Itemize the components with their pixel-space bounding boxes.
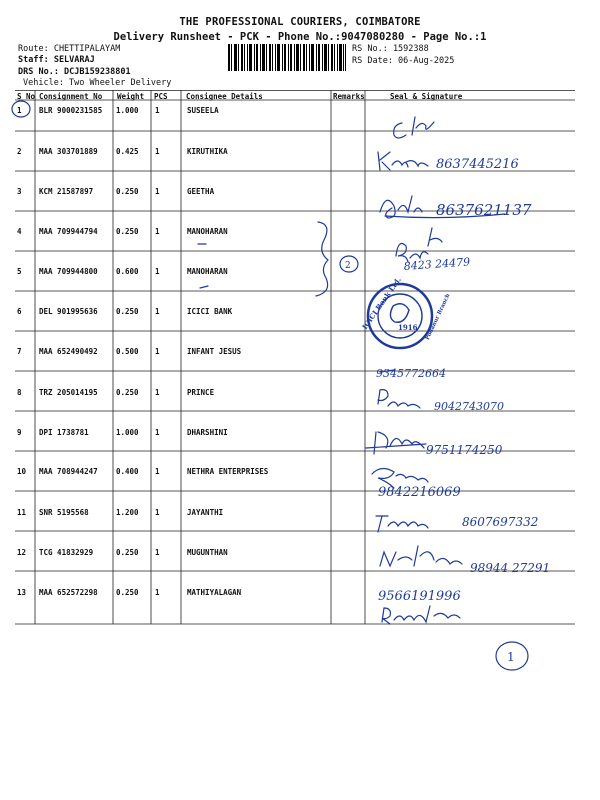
row-pcs: 1 [155,227,160,236]
row10-phone: 9842216069 [378,485,461,500]
runsheet-subtitle: Delivery Runsheet - PCK - Phone No.:9047080280 - Page No.:1 [113,31,487,43]
row-sno: 8 [17,388,22,397]
row-sno: 3 [17,187,22,196]
row-consignee: INFANT JESUS [187,347,242,356]
row-consignee: KIRUTHIKA [187,147,228,156]
row-weight: 0.400 [116,467,139,476]
page-title: THE PROFESSIONAL COURIERS, COIMBATORE [179,16,421,28]
row-pcs: 1 [155,347,160,356]
stamp-bank-name: ICICI Bank Ltd. [360,275,403,332]
row-weight: 0.250 [116,588,139,597]
row-consignee: SUSEELA [187,106,219,115]
row-pcs: 1 [155,147,160,156]
remarks-mark: 2 [345,261,351,271]
row-sno: 12 [17,548,27,557]
row-consignee: MUGUNTHAN [187,548,228,557]
row-sno: 10 [17,467,27,476]
row-sno: 11 [17,508,27,517]
row-weight: 0.250 [116,227,139,236]
row-consignment-no: TRZ 205014195 [39,388,98,397]
row-weight: 0.250 [116,307,139,316]
row-pcs: 1 [155,388,160,397]
column-header-remarks: Remarks [333,92,365,101]
row-sno: 4 [17,227,22,236]
row-pcs: 1 [155,428,160,437]
row-consignment-no: KCM 21587897 [39,187,94,196]
row-weight: 0.250 [116,548,139,557]
row-pcs: 1 [155,106,160,115]
column-header-consignment: Consignment No [39,92,103,101]
row12-phone: 98944 27291 [470,561,551,575]
row-consignment-no: DEL 901995636 [39,307,98,316]
rs-number: RS No.: 1592388 [352,44,429,54]
row-sno: 1 [17,106,22,115]
route-label: Route: CHETTIPALAYAM [18,44,121,54]
row9-phone: 9751174250 [426,443,503,457]
row-pcs: 1 [155,588,160,597]
row-weight: 0.250 [116,388,139,397]
row4-5-phone: 8423 24479 [403,255,471,273]
row-weight: 0.500 [116,347,139,356]
vehicle-label: Vehicle: Two Wheeler Delivery [23,78,172,88]
row11-phone: 8607697332 [462,515,539,529]
barcode [228,44,346,71]
row-sno: 13 [17,588,27,597]
row-pcs: 1 [155,508,160,517]
row-sno: 9 [17,428,22,437]
row-weight: 0.250 [116,187,139,196]
row-consignment-no: MAA 709944794 [39,227,98,236]
page-count-circle [496,642,528,670]
row-consignment-no: DPI 1738781 [39,428,89,437]
row-consignment-no: TCG 41832929 [39,548,94,557]
row-consignee: GEETHA [187,187,215,196]
row-weight: 0.600 [116,267,139,276]
row13-phone: 9566191996 [378,589,461,604]
row-weight: 1.000 [116,106,139,115]
row-consignee: ICICI BANK [187,307,233,316]
row-pcs: 1 [155,187,160,196]
row-weight: 0.425 [116,147,139,156]
runsheet-table-grid [15,90,575,625]
row-pcs: 1 [155,267,160,276]
row-sno: 2 [17,147,22,156]
row-consignment-no: MAA 708944247 [39,467,98,476]
row-sno: 7 [17,347,22,356]
row-pcs: 1 [155,548,160,557]
row-consignee: JAYANTHI [187,508,224,517]
row-consignee: NETHRA ENTERPRISES [187,467,269,476]
column-header-pcs: PCS [154,92,168,101]
row3-phone: 8637621137 [436,201,532,219]
row-consignee: MANOHARAN [187,267,228,276]
column-header-consignee: Consignee Details [186,92,263,101]
rs-date: RS Date: 06-Aug-2025 [352,56,455,66]
column-header-weight: Weight [117,92,145,101]
row-consignment-no: BLR 9000231585 [39,106,103,115]
row7-phone: 9345772664 [376,367,446,380]
page-count-mark: 1 [507,650,515,664]
column-header-seal-signature: Seal & Signature [390,92,463,101]
row-consignment-no: MAA 303701889 [39,147,98,156]
stamp-branch: Podanur Branch [424,292,452,342]
row-consignee: MATHIYALAGAN [187,588,242,597]
row-pcs: 1 [155,467,160,476]
row-consignment-no: MAA 652572298 [39,588,98,597]
row-consignment-no: MAA 652490492 [39,347,98,356]
row-sno: 6 [17,307,22,316]
drs-number: DRS No.: DCJB159238801 [18,67,131,77]
row-weight: 1.000 [116,428,139,437]
row-consignee: PRINCE [187,388,215,397]
column-header-sno: S No [17,92,36,101]
row-consignment-no: SNR 5195568 [39,508,89,517]
row-pcs: 1 [155,307,160,316]
row2-phone: 8637445216 [436,157,519,172]
staff-label: Staff: SELVARAJ [18,55,95,65]
row-consignee: MANOHARAN [187,227,228,236]
row-consignment-no: MAA 709944800 [39,267,98,276]
row-weight: 1.200 [116,508,139,517]
stamp-code: 1916 [398,323,418,332]
row-sno: 5 [17,267,22,276]
row-consignee: DHARSHINI [187,428,228,437]
row8-phone: 9042743070 [434,400,504,413]
